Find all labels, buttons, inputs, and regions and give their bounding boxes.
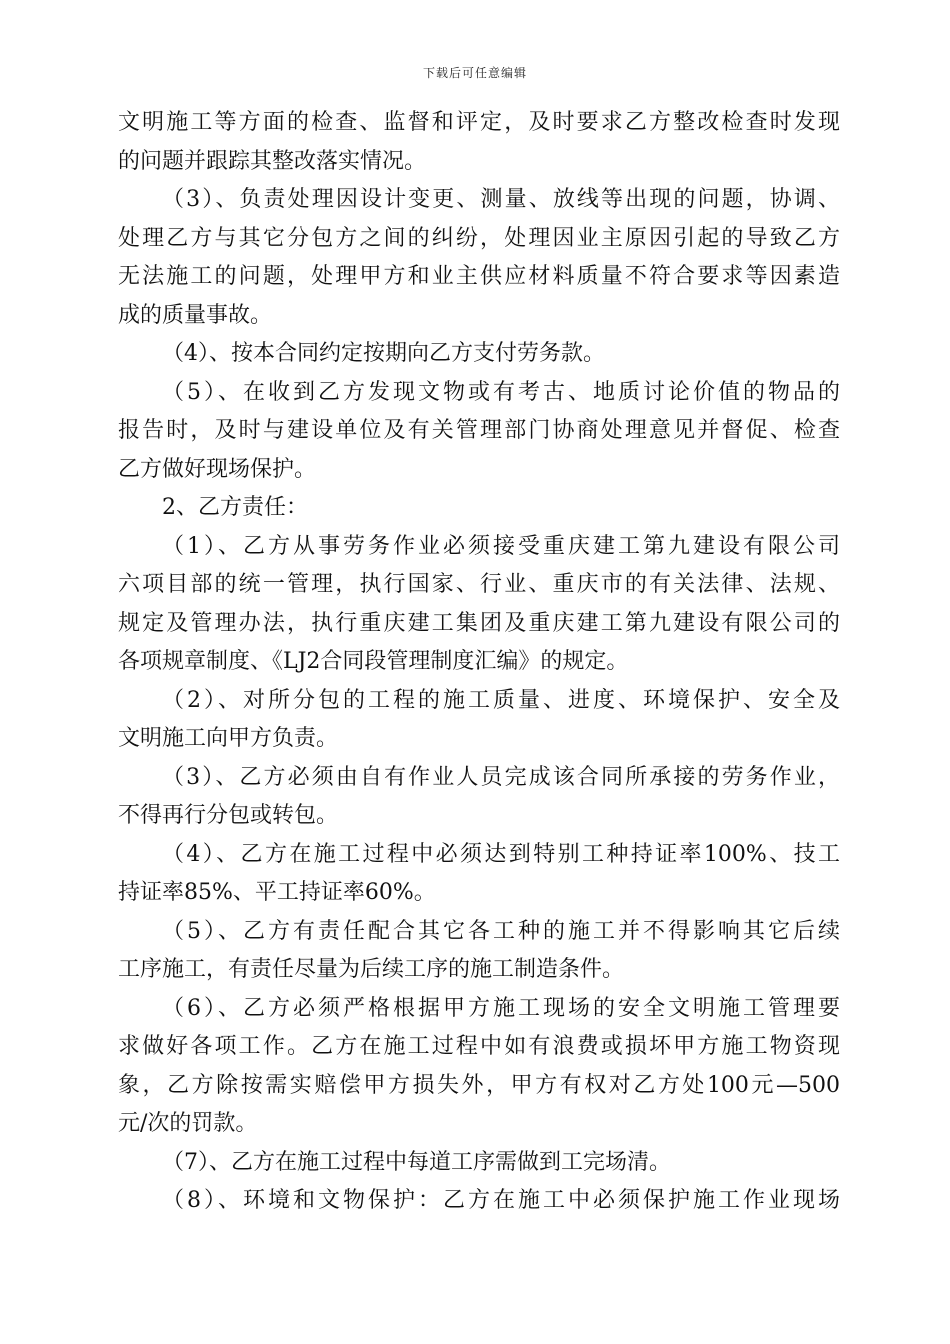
text-line: （5）、在收到乙方发现文物或有考古、地质讨论价值的物品的: [162, 379, 840, 405]
text-line: 象，乙方除按需实赔偿甲方损失外，甲方有权对乙方处100元—500: [118, 1072, 840, 1098]
text-line: 成的质量事故。: [118, 302, 273, 328]
text-line: 报告时，及时与建设单位及有关管理部门协商处理意见并督促、检查: [118, 418, 840, 443]
text-line: 无法施工的问题，处理甲方和业主供应材料质量不符合要求等因素造: [118, 264, 840, 289]
text-line: 规定及管理办法，执行重庆建工集团及重庆建工第九建设有限公司的: [118, 610, 840, 636]
text-line: （3）、乙方必须由自有作业人员完成该合同所承接的劳务作业，: [162, 764, 840, 790]
text-line: （1）、乙方从事劳务作业必须接受重庆建工第九建设有限公司: [162, 533, 840, 559]
text-line: （4）、乙方在施工过程中必须达到特别工种持证率100%、技工: [162, 841, 840, 867]
page-header: 下载后可任意编辑: [422, 66, 527, 80]
text-line: （3）、负责处理因设计变更、测量、放线等出现的问题，协调、: [162, 187, 840, 212]
text-line: 乙方做好现场保护。: [118, 456, 317, 482]
text-line: （7）、乙方在施工过程中每道工序需做到工完场清。: [162, 1149, 671, 1175]
text-line: （5）、乙方有责任配合其它各工种的施工并不得影响其它后续: [162, 918, 840, 944]
text-line: 文明施工等方面的检查、监督和评定，及时要求乙方整改检查时发现: [118, 110, 840, 135]
document-body: [118, 104, 840, 1221]
text-line: （8）、环境和文物保护：乙方在施工中必须保护施工作业现场: [162, 1188, 840, 1213]
text-line: （6）、乙方必须严格根据甲方施工现场的安全文明施工管理要: [162, 995, 840, 1021]
text-line: （2）、对所分包的工程的施工质量、进度、环境保护、安全及: [162, 687, 840, 713]
text-line: 元/次的罚款。: [118, 1111, 258, 1136]
text-line: 工序施工，有责任尽量为后续工序的施工制造条件。: [118, 957, 625, 982]
text-line: 不得再行分包或转包。: [118, 803, 339, 828]
text-line: 六项目部的统一管理，执行国家、行业、重庆市的有关法律、法规、: [118, 572, 840, 597]
text-line: 求做好各项工作。乙方在施工过程中如有浪费或损坏甲方施工物资现: [118, 1034, 840, 1059]
text-line: 文明施工向甲方负责。: [118, 726, 339, 751]
text-line: （4）、按本合同约定按期向乙方支付劳务款。: [162, 341, 605, 366]
text-line: 各项规章制度、《LJ2合同段管理制度汇编》的规定。: [118, 649, 629, 674]
text-line: 处理乙方与其它分包方之间的纠纷，处理因业主原因引起的导致乙方: [118, 225, 840, 251]
text-line: 持证率85%、平工持证率60%。: [118, 880, 436, 905]
text-line: 的问题并跟踪其整改落实情况。: [118, 148, 427, 174]
text-line: 2、乙方责任：: [162, 495, 308, 520]
